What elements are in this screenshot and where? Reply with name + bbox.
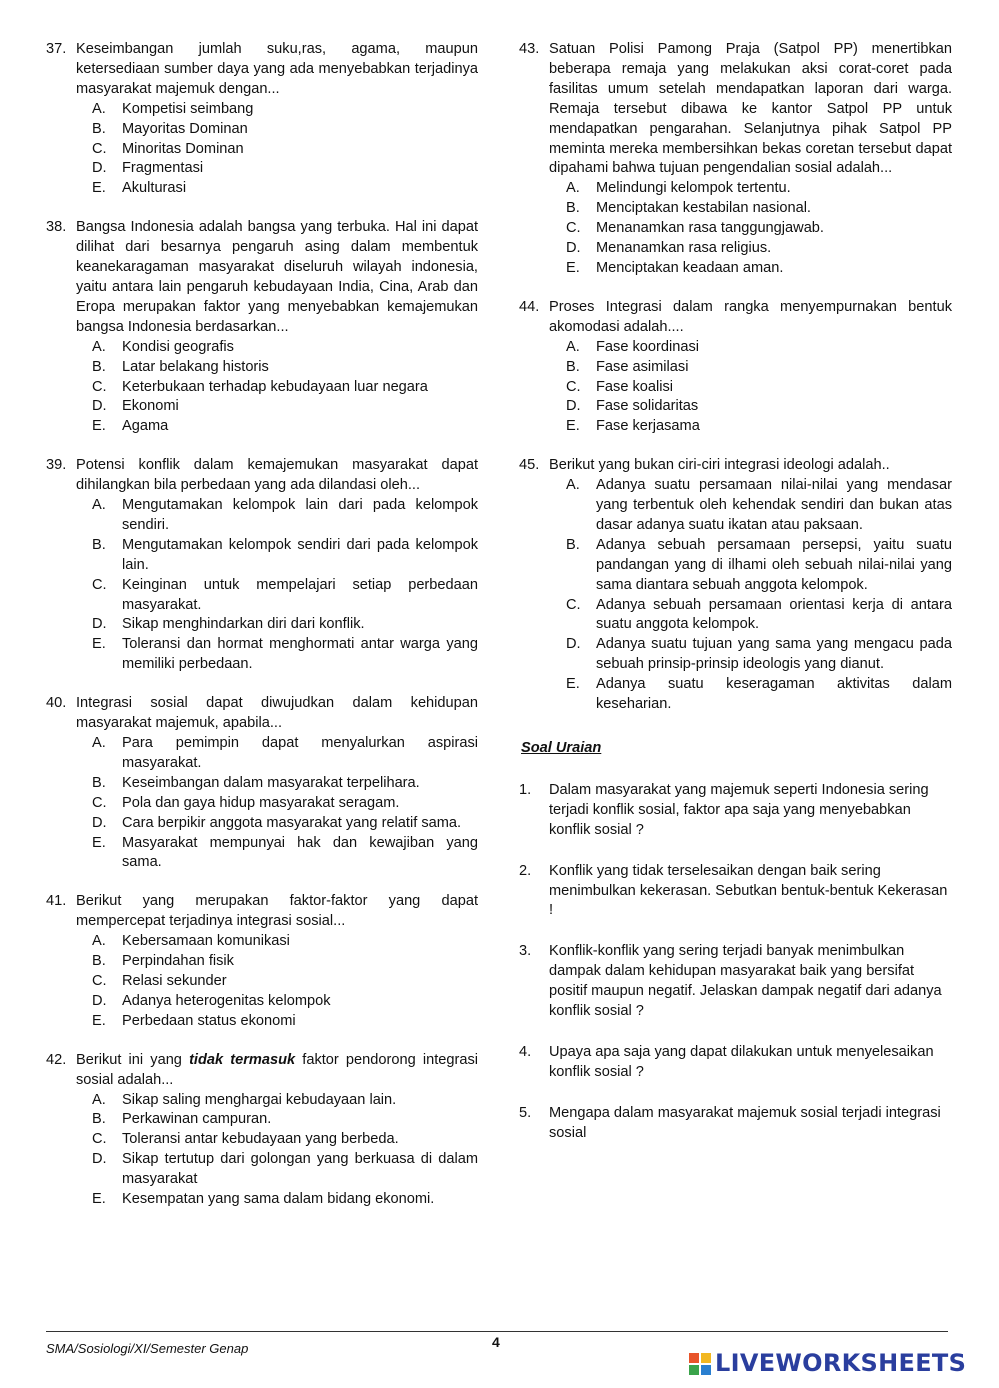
option-b[interactable] bbox=[566, 358, 952, 378]
question-44 bbox=[519, 298, 952, 437]
option-text: Pola dan gaya hidup masyarakat seragam. bbox=[122, 794, 400, 811]
option-letter: B. bbox=[92, 1111, 106, 1128]
question-text: Berikut yang merupakan faktor-faktor yang dapat mempercepat terjadinya integrasi sosial... bbox=[76, 893, 478, 930]
option-a[interactable] bbox=[566, 338, 952, 358]
question-39 bbox=[46, 456, 478, 675]
option-letter: C. bbox=[92, 794, 107, 811]
option-text: Melindungi kelompok tertentu. bbox=[596, 180, 791, 197]
option-letter: D. bbox=[566, 398, 581, 415]
option-d[interactable] bbox=[92, 992, 478, 1012]
question-38 bbox=[46, 218, 478, 437]
option-letter: B. bbox=[92, 120, 106, 137]
option-text: Adanya heterogenitas kelompok bbox=[122, 992, 331, 1009]
option-text: Fase solidaritas bbox=[596, 398, 699, 415]
option-text: Adanya suatu keseragaman aktivitas dalam keseharian. bbox=[596, 676, 952, 713]
left-column bbox=[46, 40, 478, 1229]
question-number: 41. bbox=[46, 893, 67, 910]
option-letter: A. bbox=[566, 180, 580, 197]
page-number: 4 bbox=[492, 1334, 500, 1350]
option-text: Sikap menghindarkan diri dari konflik. bbox=[122, 616, 365, 633]
option-text: Keinginan untuk mempelajari setiap perbedaan masyarakat. bbox=[122, 576, 478, 613]
option-e[interactable] bbox=[566, 259, 952, 279]
option-letter: D. bbox=[566, 636, 581, 653]
option-c[interactable] bbox=[92, 1130, 478, 1150]
question-text: Keseimbangan jumlah suku,ras, agama, maupun ketersediaan sumber daya yang ada menyebabkan terjadinya masyarakat majemuk dengan... bbox=[76, 41, 478, 97]
option-list bbox=[46, 100, 478, 200]
option-letter: B. bbox=[92, 358, 106, 375]
option-letter: E. bbox=[92, 636, 106, 653]
option-d[interactable] bbox=[92, 1150, 478, 1190]
option-letter: B. bbox=[566, 358, 580, 375]
option-text: Kondisi geografis bbox=[122, 338, 234, 355]
question-40 bbox=[46, 694, 478, 873]
option-text: Mayoritas Dominan bbox=[122, 120, 248, 137]
option-text: Masyarakat mempunyai hak dan kewajiban yang sama. bbox=[122, 834, 478, 871]
option-list bbox=[519, 179, 952, 279]
option-b[interactable] bbox=[92, 952, 478, 972]
question-text: Bangsa Indonesia adalah bangsa yang terbuka. Hal ini dapat dilihat dari besarnya pengaruh asing dalam membentuk keanekaragaman masyarakat diseluruh wilayah indonesia, yaitu antara lain pengaruh kebudayaan India, Cina, Arab dan Eropa merupakan faktor yang menyebabkan kemajemukan bangsa Indonesia berdasarkan... bbox=[76, 219, 478, 335]
question-text: Proses Integrasi dalam rangka menyempurnakan bentuk akomodasi adalah.... bbox=[549, 298, 952, 335]
question-42 bbox=[46, 1051, 478, 1210]
option-list bbox=[46, 1091, 478, 1210]
option-c[interactable] bbox=[92, 794, 478, 814]
option-letter: A. bbox=[92, 735, 106, 751]
option-text: Akulturasi bbox=[122, 180, 187, 197]
essay-text: Dalam masyarakat yang majemuk seperti Indonesia sering terjadi konflik sosial, faktor apa saja yang menyebabkan konflik sosial ? bbox=[549, 781, 929, 838]
option-text: Cara berpikir anggota masyarakat yang relatif sama. bbox=[122, 814, 462, 831]
option-a[interactable] bbox=[566, 179, 952, 199]
option-text: Kompetisi seimbang bbox=[122, 100, 254, 117]
question-37 bbox=[46, 40, 478, 199]
option-letter: C. bbox=[92, 972, 107, 989]
option-c[interactable] bbox=[566, 219, 952, 239]
essay-number: 5. bbox=[519, 1104, 532, 1121]
option-e[interactable] bbox=[92, 635, 478, 675]
question-number: 40. bbox=[46, 695, 67, 712]
option-text: Sikap tertutup dari golongan yang berkuasa di dalam masyarakat bbox=[122, 1151, 478, 1188]
option-letter: D. bbox=[566, 240, 581, 257]
option-letter: E. bbox=[566, 418, 580, 435]
option-text: Toleransi antar kebudayaan yang berbeda. bbox=[122, 1131, 399, 1148]
option-letter: E. bbox=[92, 1191, 106, 1208]
option-a[interactable] bbox=[92, 734, 478, 774]
essay-text: Konflik yang tidak terselesaikan dengan baik sering menimbulkan kekerasan. Sebutkan bentuk-bentuk Kekerasan ! bbox=[549, 862, 948, 919]
option-list bbox=[46, 734, 478, 873]
option-text: Minoritas Dominan bbox=[122, 140, 244, 157]
essay-number: 1. bbox=[519, 781, 532, 798]
option-letter: E. bbox=[566, 676, 580, 693]
option-c[interactable] bbox=[92, 576, 478, 616]
option-text: Relasi sekunder bbox=[122, 972, 227, 989]
option-letter: E. bbox=[92, 418, 106, 435]
option-d[interactable] bbox=[566, 635, 952, 675]
option-e[interactable] bbox=[92, 1012, 478, 1032]
question-text: Potensi konflik dalam kemajemukan masyarakat dapat dihilangkan bila perbedaan yang ada dilandasi oleh... bbox=[76, 457, 478, 494]
option-b[interactable] bbox=[92, 120, 478, 140]
right-column bbox=[519, 40, 952, 1165]
option-text: Adanya sebuah persamaan orientasi kerja di antara suatu anggota kelompok. bbox=[596, 596, 952, 633]
option-d[interactable] bbox=[92, 615, 478, 635]
option-letter: B. bbox=[92, 953, 106, 970]
question-text: Integrasi sosial dapat diwujudkan dalam kehidupan masyarakat majemuk, apabila... bbox=[76, 695, 478, 732]
option-b[interactable] bbox=[92, 1110, 478, 1130]
essay-text: Mengapa dalam masyarakat majemuk sosial terjadi integrasi sosial bbox=[549, 1104, 941, 1141]
emphasis-text: tidak termasuk bbox=[189, 1051, 296, 1068]
question-number: 42. bbox=[46, 1051, 67, 1068]
option-text: Menciptakan keadaan aman. bbox=[596, 259, 784, 276]
option-list bbox=[46, 932, 478, 1032]
liveworksheets-brand[interactable] bbox=[689, 1350, 966, 1378]
option-text: Ekonomi bbox=[122, 398, 179, 415]
option-text: Para pemimpin dapat menyalurkan aspirasi masyarakat. bbox=[122, 735, 478, 771]
option-list bbox=[46, 338, 478, 438]
question-number: 37. bbox=[46, 41, 67, 57]
option-b[interactable] bbox=[566, 536, 952, 596]
question-text-part: Berikut ini yang bbox=[76, 1051, 190, 1068]
question-number: 45. bbox=[519, 457, 540, 474]
option-e[interactable] bbox=[92, 179, 478, 199]
option-text: Agama bbox=[122, 418, 169, 435]
question-number: 43. bbox=[519, 41, 540, 57]
option-text: Sikap saling menghargai kebudayaan lain. bbox=[122, 1091, 397, 1108]
option-text: Perkawinan campuran. bbox=[122, 1111, 272, 1128]
option-d[interactable] bbox=[92, 397, 478, 417]
option-e[interactable] bbox=[92, 1190, 478, 1210]
option-letter: C. bbox=[566, 596, 581, 613]
essay-text: Konflik-konflik yang sering terjadi banyak menimbulkan dampak dalam kehidupan masyarakat baik yang bersifat positif maupun negatif. Jelaskan dampak negatif dari adanya konflik sosial ? bbox=[549, 943, 942, 1020]
option-d[interactable] bbox=[92, 814, 478, 834]
option-e[interactable] bbox=[566, 675, 952, 715]
essay-number: 3. bbox=[519, 943, 532, 960]
footer-course-label: SMA/Sosiologi/XI/Semester Genap bbox=[46, 1341, 249, 1356]
essay-question-4 bbox=[519, 1043, 952, 1083]
option-b[interactable] bbox=[92, 536, 478, 576]
option-text: Perbedaan status ekonomi bbox=[122, 1012, 296, 1029]
option-letter: E. bbox=[92, 1012, 106, 1029]
question-43 bbox=[519, 40, 952, 279]
option-text: Adanya sebuah persamaan persepsi, yaitu suatu pandangan yang di ilhami oleh sebuah nilai-nilai yang sama diantara sebuah anggota kelompok. bbox=[596, 536, 952, 593]
option-letter: A. bbox=[566, 338, 580, 355]
option-text: Kesempatan yang sama dalam bidang ekonomi. bbox=[122, 1191, 435, 1208]
question-text bbox=[76, 1051, 478, 1091]
footer-divider bbox=[46, 1331, 948, 1332]
question-45 bbox=[519, 456, 952, 715]
question-text: Satuan Polisi Pamong Praja (Satpol PP) menertibkan beberapa remaja yang melakukan aksi corat-coret pada fasilitas umum setelah mendapatkan laporan dari warga. Remaja tersebut dibawa ke kantor Satpol PP untuk mendapatkan pengarahan. Selanjutnya pihak Satpol PP meminta mereka membersihkan bekas coretan tersebut dapat dipahami bahwa tujuan pengendalian sosial adalah... bbox=[549, 41, 952, 177]
option-a[interactable] bbox=[566, 476, 952, 536]
option-text: Menanamkan rasa religius. bbox=[596, 240, 772, 257]
option-d[interactable] bbox=[566, 397, 952, 417]
option-a[interactable] bbox=[92, 100, 478, 120]
option-letter: A. bbox=[92, 497, 106, 514]
option-list bbox=[46, 496, 478, 675]
option-letter: C. bbox=[92, 576, 107, 593]
option-text: Fase koordinasi bbox=[596, 338, 700, 355]
option-a[interactable] bbox=[92, 496, 478, 536]
option-c[interactable] bbox=[566, 378, 952, 398]
option-letter: D. bbox=[92, 398, 107, 415]
option-text: Latar belakang historis bbox=[122, 358, 269, 375]
option-e[interactable] bbox=[92, 834, 478, 874]
option-letter: C. bbox=[566, 220, 581, 237]
option-a[interactable] bbox=[92, 932, 478, 952]
question-number: 39. bbox=[46, 457, 67, 474]
option-text: Adanya suatu tujuan yang sama yang mengacu pada sebuah prinsip-prinsip ideologis yang dianut. bbox=[596, 636, 952, 673]
option-c[interactable] bbox=[92, 378, 478, 398]
option-letter: A. bbox=[92, 100, 106, 117]
option-b[interactable] bbox=[92, 774, 478, 794]
option-letter: C. bbox=[92, 140, 107, 157]
option-c[interactable] bbox=[566, 596, 952, 636]
option-letter: C. bbox=[92, 378, 107, 395]
option-letter: A. bbox=[92, 1091, 106, 1108]
essay-question-5 bbox=[519, 1104, 952, 1144]
essay-number: 4. bbox=[519, 1043, 532, 1060]
option-e[interactable] bbox=[566, 417, 952, 437]
option-d[interactable] bbox=[92, 159, 478, 179]
question-text: Berikut yang bukan ciri-ciri integrasi ideologi adalah.. bbox=[549, 457, 890, 474]
option-text: Adanya suatu persamaan nilai-nilai yang mendasar yang terbentuk oleh kehendak sendiri dan bukan atas dasar adanya suatu ikatan atau paksaan. bbox=[596, 477, 952, 533]
option-d[interactable] bbox=[566, 239, 952, 259]
option-text: Fragmentasi bbox=[122, 160, 204, 177]
question-number: 44. bbox=[519, 298, 540, 315]
option-text: Keterbukaan terhadap kebudayaan luar negara bbox=[122, 378, 428, 395]
option-letter: D. bbox=[92, 1151, 107, 1168]
option-text: Toleransi dan hormat menghormati antar warga yang memiliki perbedaan. bbox=[122, 636, 478, 673]
option-text: Fase koalisi bbox=[596, 378, 674, 395]
option-letter: E. bbox=[92, 180, 106, 197]
option-letter: B. bbox=[566, 536, 580, 553]
section-title: Soal Uraian bbox=[521, 740, 602, 756]
option-letter: D. bbox=[92, 992, 107, 1009]
option-letter: A. bbox=[92, 338, 106, 355]
option-list bbox=[519, 338, 952, 438]
option-letter: C. bbox=[566, 378, 581, 395]
question-number: 38. bbox=[46, 219, 67, 236]
option-letter: E. bbox=[92, 834, 106, 851]
option-text: Menciptakan kestabilan nasional. bbox=[596, 200, 811, 217]
option-letter: D. bbox=[92, 616, 107, 633]
option-letter: B. bbox=[92, 774, 106, 791]
option-c[interactable] bbox=[92, 972, 478, 992]
option-letter: A. bbox=[92, 933, 106, 950]
brand-name: LIVEWORKSHEETS bbox=[715, 1349, 967, 1378]
option-text: Keseimbangan dalam masyarakat terpelihara. bbox=[122, 774, 420, 791]
option-e[interactable] bbox=[92, 417, 478, 437]
option-b[interactable] bbox=[566, 199, 952, 219]
option-letter: B. bbox=[92, 536, 106, 553]
option-text: Mengutamakan kelompok sendiri dari pada kelompok lain. bbox=[122, 536, 478, 573]
question-text-part: faktor pendorong integrasi sosial adalah... bbox=[76, 1051, 478, 1088]
option-text: Mengutamakan kelompok lain dari pada kelompok sendiri. bbox=[122, 497, 478, 533]
option-text: Fase asimilasi bbox=[596, 358, 689, 375]
option-c[interactable] bbox=[92, 140, 478, 160]
essay-question-3 bbox=[519, 942, 952, 1022]
option-text: Fase kerjasama bbox=[596, 418, 700, 435]
essay-question-1 bbox=[519, 781, 952, 841]
option-letter: D. bbox=[92, 814, 107, 831]
option-a[interactable] bbox=[92, 338, 478, 358]
option-letter: E. bbox=[566, 259, 580, 276]
option-letter: A. bbox=[566, 477, 580, 494]
option-letter: B. bbox=[566, 200, 580, 217]
liveworksheets-logo-icon bbox=[689, 1353, 711, 1375]
question-41 bbox=[46, 892, 478, 1031]
option-letter: C. bbox=[92, 1131, 107, 1148]
option-letter: D. bbox=[92, 160, 107, 177]
option-list bbox=[519, 476, 952, 715]
option-text: Perpindahan fisik bbox=[122, 953, 234, 970]
essay-question-2 bbox=[519, 862, 952, 922]
option-b[interactable] bbox=[92, 358, 478, 378]
essay-number: 2. bbox=[519, 862, 532, 879]
essay-text: Upaya apa saja yang dapat dilakukan untuk menyelesaikan konflik sosial ? bbox=[549, 1043, 934, 1080]
option-text: Kebersamaan komunikasi bbox=[122, 933, 290, 950]
option-a[interactable] bbox=[92, 1091, 478, 1111]
option-text: Menanamkan rasa tanggungjawab. bbox=[596, 220, 824, 237]
